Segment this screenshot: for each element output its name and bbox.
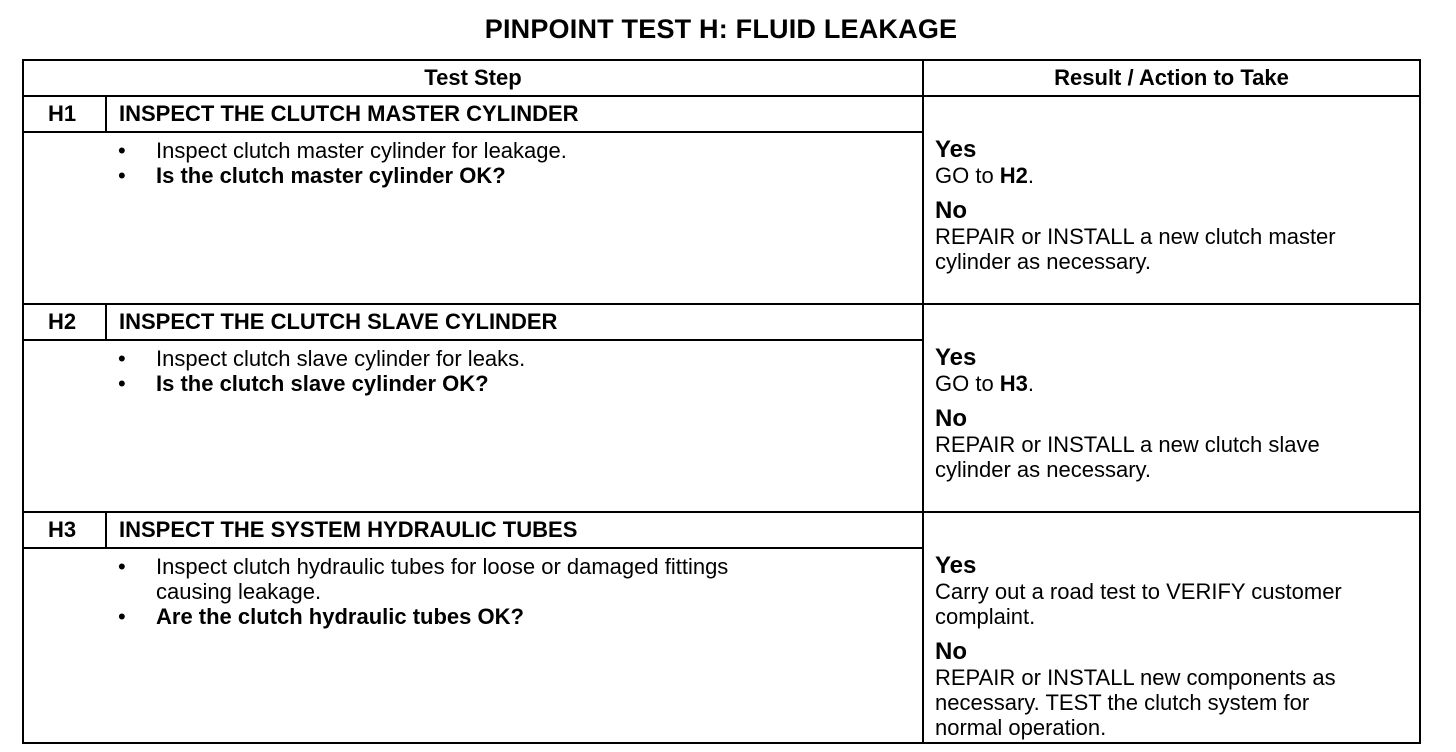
no-label: No bbox=[935, 197, 967, 224]
step-title-underline bbox=[24, 131, 922, 133]
row-divider bbox=[24, 511, 1419, 513]
no-action: REPAIR or INSTALL a new clutch master cylinder as necessary. bbox=[935, 224, 1336, 274]
page-title: PINPOINT TEST H: FLUID LEAKAGE bbox=[484, 14, 958, 44]
step-id-separator bbox=[105, 97, 107, 132]
step-title-underline bbox=[24, 547, 922, 549]
bullet-icon: • bbox=[118, 554, 126, 579]
yes-action-prefix: GO to bbox=[935, 163, 1000, 188]
header-test-step: Test Step bbox=[424, 65, 522, 90]
step-id-separator bbox=[105, 513, 107, 548]
yes-action bbox=[935, 163, 1034, 188]
yes-action: Carry out a road test to VERIFY customer complaint. bbox=[935, 579, 1342, 629]
row-divider bbox=[24, 303, 1419, 305]
bullet-icon: • bbox=[118, 346, 126, 371]
step-title: INSPECT THE CLUTCH SLAVE CYLINDER bbox=[119, 309, 558, 334]
bullet-icon: • bbox=[118, 371, 126, 396]
no-label: No bbox=[935, 638, 967, 665]
no-label: No bbox=[935, 405, 967, 432]
yes-label: Yes bbox=[935, 136, 977, 163]
header-divider bbox=[24, 95, 1419, 97]
step-instruction: Inspect clutch hydraulic tubes for loose or damaged fittings causing leakage. bbox=[156, 554, 729, 604]
step-title-underline bbox=[24, 339, 922, 341]
no-action: REPAIR or INSTALL a new clutch slave cylinder as necessary. bbox=[935, 432, 1320, 482]
step-question: Are the clutch hydraulic tubes OK? bbox=[156, 604, 524, 629]
column-divider bbox=[922, 61, 924, 742]
step-id: H3 bbox=[48, 517, 77, 542]
yes-action-ref: H3 bbox=[999, 371, 1028, 396]
step-title: INSPECT THE SYSTEM HYDRAULIC TUBES bbox=[119, 517, 578, 542]
bullet-icon: • bbox=[118, 138, 126, 163]
step-instruction: Inspect clutch master cylinder for leakage. bbox=[156, 138, 567, 163]
yes-action bbox=[935, 371, 1034, 396]
step-question: Is the clutch master cylinder OK? bbox=[156, 163, 506, 188]
step-id: H1 bbox=[48, 101, 77, 126]
yes-label: Yes bbox=[935, 344, 977, 371]
header-result-action: Result / Action to Take bbox=[1054, 65, 1289, 90]
yes-label: Yes bbox=[935, 552, 977, 579]
step-id: H2 bbox=[48, 309, 77, 334]
yes-action-suffix: . bbox=[1027, 371, 1035, 396]
step-instruction: Inspect clutch slave cylinder for leaks. bbox=[156, 346, 526, 371]
bullet-icon: • bbox=[118, 604, 126, 629]
step-title: INSPECT THE CLUTCH MASTER CYLINDER bbox=[119, 101, 579, 126]
yes-action-prefix: GO to bbox=[935, 371, 1000, 396]
step-id-separator bbox=[105, 305, 107, 340]
yes-action-suffix: . bbox=[1027, 163, 1035, 188]
bullet-icon: • bbox=[118, 163, 126, 188]
no-action: REPAIR or INSTALL new components as necessary. TEST the clutch system for normal operation. bbox=[935, 665, 1336, 740]
pinpoint-test-table bbox=[22, 59, 1421, 744]
step-question: Is the clutch slave cylinder OK? bbox=[156, 371, 489, 396]
yes-action-ref: H2 bbox=[999, 163, 1028, 188]
